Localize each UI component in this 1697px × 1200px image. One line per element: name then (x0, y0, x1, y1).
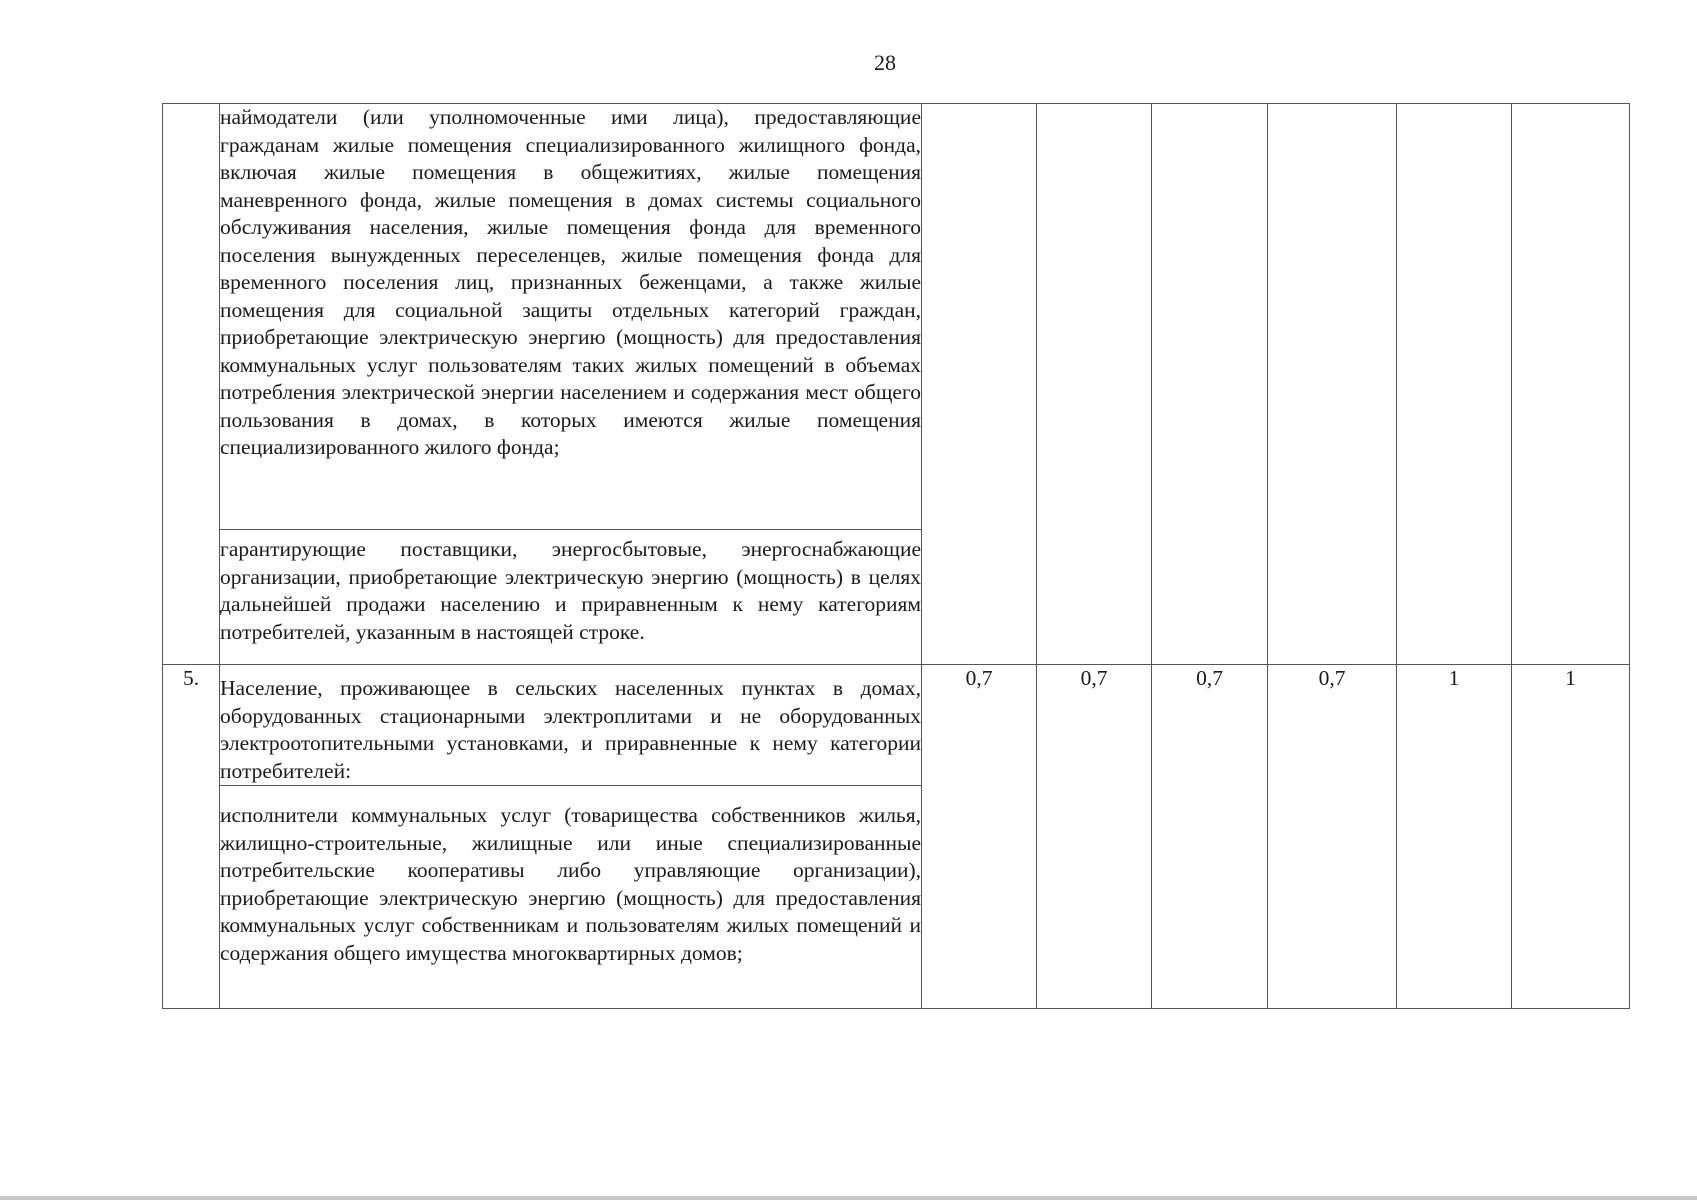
value-cell (1037, 104, 1152, 665)
value-cell (1397, 104, 1512, 665)
value-cell (1512, 104, 1630, 665)
row-description: Население, проживающее в сельских населенных пунктах в домах, оборудованных стационарными электроплитами и не оборудованных электроотопительными установками, и приравненные к нему категории потребителей: (220, 665, 922, 786)
value-cell: 1 (1512, 665, 1630, 1009)
value-cell: 0,7 (1268, 665, 1397, 1009)
value-cell (922, 104, 1037, 665)
row-number-cell (163, 104, 220, 665)
row-number-cell: 5. (163, 665, 220, 1009)
value-cell (1268, 104, 1397, 665)
coefficients-table (162, 103, 1630, 1009)
value-cell: 0,7 (1152, 665, 1268, 1009)
page-number: 28 (874, 50, 896, 75)
value-cell (1152, 104, 1268, 665)
value-cell: 1 (1397, 665, 1512, 1009)
value-cell: 0,7 (1037, 665, 1152, 1009)
table-row (163, 104, 1630, 530)
table-row (163, 665, 1630, 786)
value-cell: 0,7 (922, 665, 1037, 1009)
row-description: гарантирующие поставщики, энергосбытовые, энергоснабжающие организации, приобретающие электрическую энергию (мощность) в целях дальнейшей продажи населению и приравненным к нему категориям потребителей, указанным в настоящей строке. (220, 530, 922, 665)
page-bottom-edge (0, 1196, 1697, 1200)
row-description: наймодатели (или уполномоченные ими лица), предоставляющие гражданам жилые помещения специализированного жилищного фонда, включая жилые помещения в общежитиях, жилые помещения маневренного фонда, жилые помещения в домах системы социального обслуживания населения, жилые помещения фонда для временного поселения вынужденных переселенцев, жилые помещения фонда для временного поселения лиц, признанных беженцами, а также жилые помещения для социальной защиты отдельных категорий граждан, приобретающие электрическую энергию (мощность) для предоставления коммунальных услуг пользователям таких жилых помещений в объемах потребления электрической энергии населением и содержания мест общего пользования в домах, в которых имеются жилые помещения специализированного жилого фонда; (220, 104, 922, 530)
row-description: исполнители коммунальных услуг (товарищества собственников жилья, жилищно-строительные, жилищные или иные специализированные потребительские кооперативы либо управляющие организации), приобретающие электрическую энергию (мощность) для предоставления коммунальных услуг собственникам и пользователям жилых помещений и содержания общего имущества многоквартирных домов; (220, 786, 922, 1009)
